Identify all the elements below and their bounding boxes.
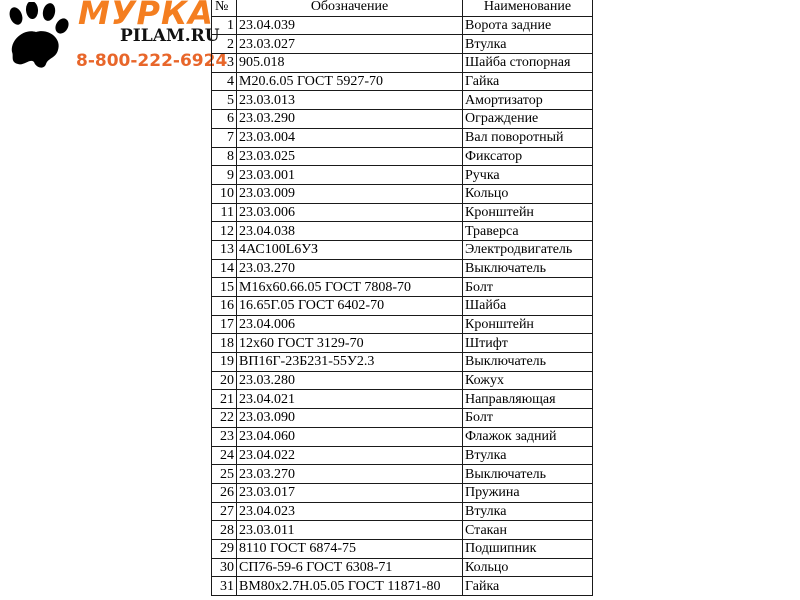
row-designation: 12х60 ГОСТ 3129-70 [237,334,463,353]
row-name: Вал поворотный [463,128,593,147]
row-number: 15 [212,278,237,297]
row-number: 20 [212,371,237,390]
row-name: Кронштейн [463,315,593,334]
row-designation: 905.018 [237,54,463,73]
row-name: Подшипник [463,539,593,558]
row-number: 19 [212,353,237,372]
header-number: № [212,0,237,16]
row-name: Втулка [463,502,593,521]
row-name: Кронштейн [463,203,593,222]
row-number: 3 [212,54,237,73]
brand-phone: 8-800-222-6924 [76,51,228,71]
row-designation: 23.03.290 [237,110,463,129]
row-name: Втулка [463,35,593,54]
row-designation: 23.03.090 [237,409,463,428]
table-row [212,222,593,241]
table-row [212,278,593,297]
table-row [212,427,593,446]
row-designation: 23.03.280 [237,371,463,390]
table-row [212,390,593,409]
row-name: Штифт [463,334,593,353]
table-row [212,72,593,91]
row-designation: М20.6.05 ГОСТ 5927-70 [237,72,463,91]
row-name: Втулка [463,446,593,465]
table-row [212,334,593,353]
row-name: Выключатель [463,353,593,372]
row-designation: 16.65Г.05 ГОСТ 6402-70 [237,297,463,316]
row-designation: 23.03.270 [237,259,463,278]
table-header-row [212,0,593,16]
row-number: 22 [212,409,237,428]
brand-name: МУРКА [78,0,214,32]
row-designation: 23.03.027 [237,35,463,54]
row-number: 13 [212,240,237,259]
row-designation: 23.04.039 [237,16,463,35]
row-designation: 23.04.022 [237,446,463,465]
row-designation: 23.03.001 [237,166,463,185]
row-designation: 23.03.011 [237,521,463,540]
table-row [212,54,593,73]
row-designation: 23.03.025 [237,147,463,166]
row-number: 7 [212,128,237,147]
table-row [212,315,593,334]
table-row [212,446,593,465]
table-row [212,465,593,484]
row-designation: 23.04.006 [237,315,463,334]
table-row [212,147,593,166]
row-designation: 23.04.038 [237,222,463,241]
brand-site: PILAM.RU [120,26,220,46]
table-row [212,184,593,203]
row-name: Электродвигатель [463,240,593,259]
row-number: 12 [212,222,237,241]
row-name: Направляющая [463,390,593,409]
row-number: 9 [212,166,237,185]
row-name: Шайба [463,297,593,316]
row-designation: 4АС100L6УЗ [237,240,463,259]
row-designation: 23.04.060 [237,427,463,446]
table-row [212,558,593,577]
row-number: 11 [212,203,237,222]
row-designation: 23.03.017 [237,483,463,502]
row-name: Флажок задний [463,427,593,446]
table-row [212,539,593,558]
row-designation: М16х60.66.05 ГОСТ 7808-70 [237,278,463,297]
row-number: 4 [212,72,237,91]
row-name: Стакан [463,521,593,540]
row-number: 26 [212,483,237,502]
row-number: 31 [212,577,237,596]
row-number: 25 [212,465,237,484]
row-name: Пружина [463,483,593,502]
row-number: 28 [212,521,237,540]
table-row [212,259,593,278]
row-number: 17 [212,315,237,334]
table-row [212,16,593,35]
row-number: 10 [212,184,237,203]
table-row [212,297,593,316]
row-number: 29 [212,539,237,558]
table-row [212,110,593,129]
row-name: Фиксатор [463,147,593,166]
paw-icon [2,2,74,70]
table-row [212,371,593,390]
row-name: Болт [463,278,593,297]
row-number: 23 [212,427,237,446]
row-number: 27 [212,502,237,521]
row-name: Шайба стопорная [463,54,593,73]
table-row [212,35,593,54]
row-name: Кольцо [463,184,593,203]
row-designation: 23.04.023 [237,502,463,521]
table-row [212,353,593,372]
row-number: 8 [212,147,237,166]
parts-table [211,0,593,596]
row-designation: 8110 ГОСТ 6874-75 [237,539,463,558]
row-designation: 23.03.013 [237,91,463,110]
row-designation: 23.03.009 [237,184,463,203]
table-row [212,409,593,428]
row-name: Ограждение [463,110,593,129]
row-number: 24 [212,446,237,465]
row-number: 16 [212,297,237,316]
table-row [212,240,593,259]
table-row [212,166,593,185]
row-name: Гайка [463,577,593,596]
row-name: Амортизатор [463,91,593,110]
header-designation: Обозначение [237,0,463,16]
table-row [212,483,593,502]
row-name: Ручка [463,166,593,185]
row-name: Выключатель [463,465,593,484]
row-designation: 23.03.004 [237,128,463,147]
header-name: Наименование [463,0,593,16]
row-number: 30 [212,558,237,577]
row-designation: 23.04.021 [237,390,463,409]
row-name: Выключатель [463,259,593,278]
table-row [212,91,593,110]
row-designation: СП76-59-6 ГОСТ 6308-71 [237,558,463,577]
table-row [212,577,593,596]
table-row [212,521,593,540]
row-number: 5 [212,91,237,110]
table-row [212,128,593,147]
row-name: Кожух [463,371,593,390]
row-number: 2 [212,35,237,54]
row-number: 1 [212,16,237,35]
row-designation: ВП16Г-23Б231-55У2.3 [237,353,463,372]
row-name: Ворота задние [463,16,593,35]
row-number: 21 [212,390,237,409]
row-designation: 23.03.270 [237,465,463,484]
row-number: 6 [212,110,237,129]
row-name: Кольцо [463,558,593,577]
row-name: Траверса [463,222,593,241]
row-number: 18 [212,334,237,353]
row-name: Болт [463,409,593,428]
table-row [212,502,593,521]
table-body [212,16,593,595]
row-designation: ВМ80х2.7Н.05.05 ГОСТ 11871-80 [237,577,463,596]
table-row [212,203,593,222]
row-name: Гайка [463,72,593,91]
row-designation: 23.03.006 [237,203,463,222]
row-number: 14 [212,259,237,278]
